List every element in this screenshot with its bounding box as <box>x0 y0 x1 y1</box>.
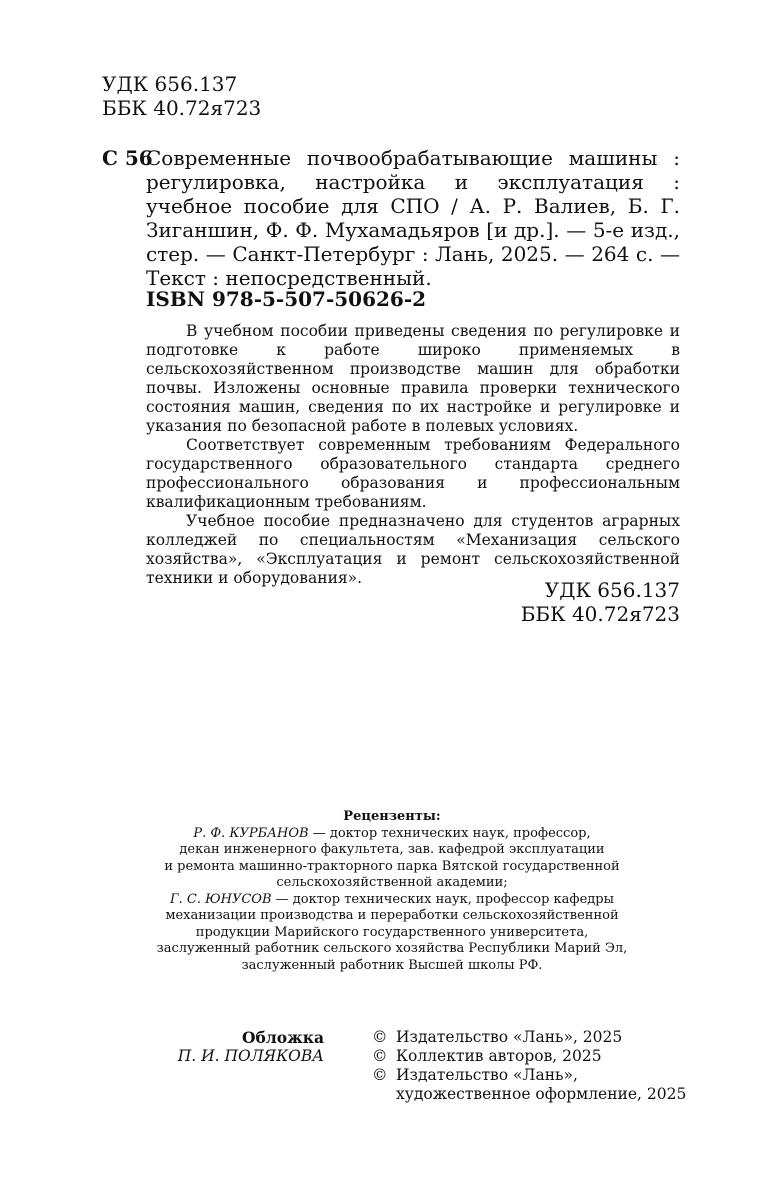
bbk-code: ББК 40.72я723 <box>520 602 680 626</box>
reviewer-info: заслуженный работник Высшей школы РФ. <box>241 957 543 973</box>
separator: / <box>439 194 470 218</box>
copyright-text: Издательство «Лань», 2025 <box>396 1028 623 1046</box>
indent-spacer <box>372 1085 396 1104</box>
bibliographic-description <box>146 146 680 290</box>
copyright-icon: © <box>372 1047 388 1065</box>
cover-designer: П. И. ПОЛЯКОВА <box>177 1047 324 1065</box>
reviewer-name: Г. С. ЮНУСОВ <box>170 891 272 907</box>
author-mark: С 56 <box>102 146 153 170</box>
udk-code: УДК 656.137 <box>544 578 680 602</box>
reviewer-info: — доктор технических наук, профессор кафедры <box>271 891 614 907</box>
separator: . — <box>553 218 593 242</box>
separator: : <box>643 170 680 194</box>
classification-bottom <box>480 578 680 626</box>
separator: : <box>657 146 680 170</box>
copyright-text: художественное оформление, 2025 <box>396 1085 687 1103</box>
copyright-icon: © <box>372 1066 388 1084</box>
reviewer-info: заслуженный работник сельского хозяйства Республики Марий Эл, <box>156 941 628 956</box>
reviewers-block <box>120 809 664 974</box>
reviewers-heading: Рецензенты: <box>343 809 441 824</box>
reviewer-name: Р. Ф. КУРБАНОВ <box>193 825 309 841</box>
copyright-icon: © <box>372 1028 388 1046</box>
page-count: 264 с. <box>591 242 654 266</box>
copyright-block <box>372 1028 687 1104</box>
abstract-paragraph: Соответствует современным требованиям Федерального государственного образовательного стандарта среднего профессионального образования и профессиональным квалификационным требованиям. <box>146 436 680 511</box>
reviewer-info: продукции Марийского государственного университета, <box>195 924 589 940</box>
copyright-line <box>372 1047 682 1066</box>
copyright-text: Издательство «Лань», <box>396 1066 578 1084</box>
isbn: ISBN 978-5-507-50626-2 <box>146 287 427 311</box>
copyright-text: Коллектив авторов, 2025 <box>396 1047 602 1065</box>
book-title: Современные почвообрабатывающие машины <box>146 146 658 170</box>
catalog-entry <box>102 146 680 290</box>
book-authors: А. Р. Валиев, Б. Г. Зиганшин, Ф. Ф. Мухамадьяров [и др.] <box>146 194 681 242</box>
separator: — <box>653 242 681 266</box>
abstract-paragraph: Учебное пособие предназначено для студентов аграрных колледжей по специальностям «Механизация сельского хозяйства», «Эксплуатация и ремонт сельскохозяйственной техники и оборудования». <box>146 512 680 587</box>
classification-top <box>102 72 402 120</box>
book-type: учебное пособие для СПО <box>146 194 440 218</box>
reviewer-info: и ремонта машинно-тракторного парка Вятской государственной <box>164 858 620 874</box>
reviewer-info: механизации производства и переработки сельскохозяйственной <box>165 908 619 923</box>
reviewer-info: — доктор технических наук, профессор, <box>308 825 591 841</box>
medium-note: Текст : непосредственный. <box>146 266 432 290</box>
udk-code: УДК 656.137 <box>102 72 238 96</box>
reviewer-info: сельскохозяйственной академии; <box>276 875 508 890</box>
abstract <box>146 322 680 588</box>
separator: . — <box>551 242 592 266</box>
copyright-line <box>372 1066 682 1085</box>
copyright-line <box>372 1085 687 1104</box>
copyright-line <box>372 1028 682 1047</box>
separator: : <box>415 242 436 266</box>
reviewer-info: декан инженерного факультета, зав. кафедрой эксплуатации <box>179 842 605 857</box>
bbk-code: ББК 40.72я723 <box>102 96 262 120</box>
abstract-paragraph: В учебном пособии приведены сведения по регулировке и подготовке к работе широко применяемых в сельскохозяйственном производстве машин для обработки почвы. Изложены основные правила проверки технического состояния машин, сведения по их настройке и регулировке и указания по безопасной работе в полевых условиях. <box>146 322 680 435</box>
reviewer-2 <box>120 892 664 909</box>
book-edition: 5-е изд., стер. <box>146 218 680 266</box>
separator: — <box>199 242 233 266</box>
publish-place: Санкт-Петербург <box>232 242 416 266</box>
separator: , <box>487 242 501 266</box>
book-subtitle: регулировка, настройка и эксплуатация <box>146 170 644 194</box>
reviewer-1 <box>120 826 664 843</box>
cover-credit <box>102 1028 324 1066</box>
cover-heading: Обложка <box>242 1028 324 1047</box>
publish-year: 2025 <box>500 242 552 266</box>
publisher-name: Лань <box>435 242 488 266</box>
